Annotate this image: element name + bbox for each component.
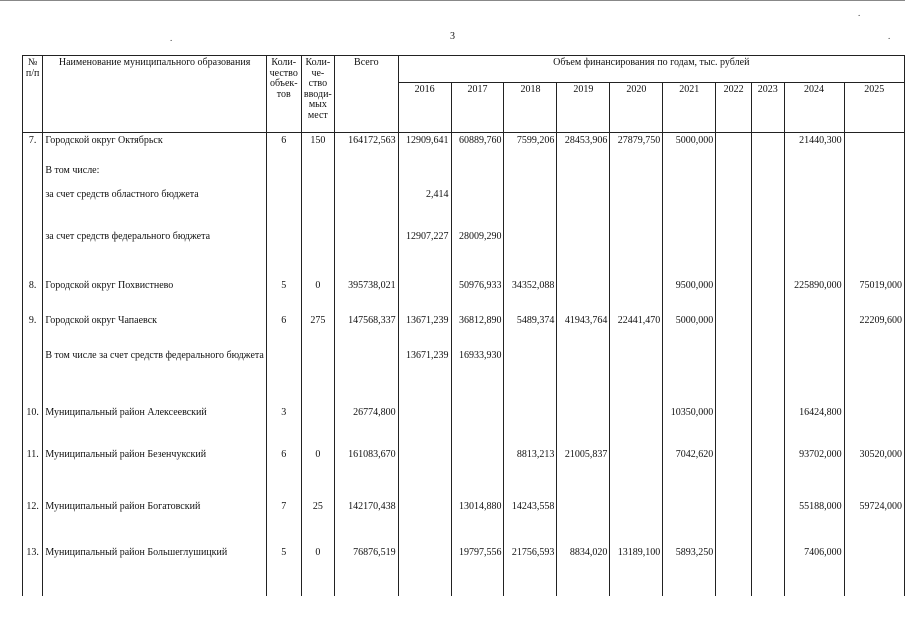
row-value: 13014,880 [451, 502, 504, 548]
header-num: № п/п [23, 56, 43, 133]
row-places: 0 [301, 450, 334, 502]
scan-speck: . [858, 8, 861, 18]
header-year: 2022 [716, 83, 752, 133]
row-value [610, 279, 663, 314]
row-value: 60889,760 [451, 133, 504, 167]
header-year: 2016 [398, 83, 451, 133]
row-objects [266, 166, 301, 190]
row-value [752, 232, 784, 279]
row-objects [266, 351, 301, 408]
row-value: 21756,593 [504, 548, 557, 596]
row-total [335, 190, 399, 232]
table-row [23, 133, 905, 167]
row-places: 150 [301, 133, 334, 167]
row-value: 7599,206 [504, 133, 557, 167]
row-value: 13189,100 [610, 548, 663, 596]
row-name: Городской округ Похвистнево [43, 279, 267, 314]
row-total: 164172,563 [335, 133, 399, 167]
row-objects: 6 [266, 314, 301, 351]
row-index: 11. [23, 450, 43, 502]
row-value: 28009,290 [451, 232, 504, 279]
row-value [716, 450, 752, 502]
row-total [335, 232, 399, 279]
row-index: 7. [23, 133, 43, 167]
row-places [301, 408, 334, 450]
table-row [23, 166, 905, 190]
row-value: 93702,000 [784, 450, 844, 502]
row-value: 8834,020 [557, 548, 610, 596]
row-objects [266, 190, 301, 232]
row-value: 27879,750 [610, 133, 663, 167]
row-value [716, 351, 752, 408]
row-total: 147568,337 [335, 314, 399, 351]
header-year: 2018 [504, 83, 557, 133]
row-objects: 3 [266, 408, 301, 450]
header-year: 2019 [557, 83, 610, 133]
row-total: 161083,670 [335, 450, 399, 502]
table-row [23, 232, 905, 279]
row-value: 10350,000 [663, 408, 716, 450]
row-name: Городской округ Октябрьск [43, 133, 267, 167]
row-total: 142170,438 [335, 502, 399, 548]
row-value [504, 190, 557, 232]
row-value [752, 502, 784, 548]
row-value: 21005,837 [557, 450, 610, 502]
row-value [557, 232, 610, 279]
row-value [663, 166, 716, 190]
row-value [610, 408, 663, 450]
row-index: 9. [23, 314, 43, 351]
row-name: В том числе за счет средств федерального бюджета [43, 351, 267, 408]
row-total: 26774,800 [335, 408, 399, 450]
scan-speck: . [170, 33, 173, 43]
funding-table [22, 55, 905, 596]
row-value: 5489,374 [504, 314, 557, 351]
row-value [610, 190, 663, 232]
row-value: 13671,239 [398, 351, 451, 408]
row-value: 16424,800 [784, 408, 844, 450]
row-total: 76876,519 [335, 548, 399, 596]
row-value [844, 190, 904, 232]
row-value [663, 502, 716, 548]
table-row [23, 351, 905, 408]
row-value [451, 166, 504, 190]
row-value: 5893,250 [663, 548, 716, 596]
row-value: 30520,000 [844, 450, 904, 502]
row-value: 36812,890 [451, 314, 504, 351]
row-value [557, 408, 610, 450]
table-header-row [23, 56, 905, 83]
row-objects: 5 [266, 548, 301, 596]
row-objects: 6 [266, 450, 301, 502]
row-value [398, 279, 451, 314]
row-value [716, 502, 752, 548]
row-value [504, 232, 557, 279]
row-value [716, 279, 752, 314]
row-value [844, 133, 904, 167]
row-value [716, 190, 752, 232]
row-index: 13. [23, 548, 43, 596]
row-value [784, 314, 844, 351]
row-total [335, 351, 399, 408]
row-value [663, 232, 716, 279]
header-objects: Коли-чество объек-тов [266, 56, 301, 133]
row-value [784, 351, 844, 408]
row-value [716, 166, 752, 190]
row-value [398, 548, 451, 596]
row-objects: 6 [266, 133, 301, 167]
row-objects: 7 [266, 502, 301, 548]
row-objects [266, 232, 301, 279]
row-value [752, 450, 784, 502]
row-value [451, 408, 504, 450]
row-value: 41943,764 [557, 314, 610, 351]
row-index: 12. [23, 502, 43, 548]
header-year: 2024 [784, 83, 844, 133]
row-index [23, 166, 43, 190]
row-value [716, 133, 752, 167]
row-value [844, 408, 904, 450]
header-year: 2021 [663, 83, 716, 133]
table-row [23, 502, 905, 548]
table-row [23, 548, 905, 596]
row-value: 8813,213 [504, 450, 557, 502]
table-row [23, 190, 905, 232]
row-value [557, 190, 610, 232]
row-value [716, 408, 752, 450]
row-value: 7406,000 [784, 548, 844, 596]
row-value: 28453,906 [557, 133, 610, 167]
row-value [504, 408, 557, 450]
row-index [23, 190, 43, 232]
row-value: 55188,000 [784, 502, 844, 548]
header-total: Всего [335, 56, 399, 133]
row-value: 75019,000 [844, 279, 904, 314]
row-value [752, 279, 784, 314]
row-name: Муниципальный район Безенчукский [43, 450, 267, 502]
row-places: 275 [301, 314, 334, 351]
row-total [335, 166, 399, 190]
row-value [752, 351, 784, 408]
row-value [784, 190, 844, 232]
row-places: 0 [301, 548, 334, 596]
row-value [752, 133, 784, 167]
row-places: 25 [301, 502, 334, 548]
header-year: 2017 [451, 83, 504, 133]
row-value [610, 502, 663, 548]
row-name: Городской округ Чапаевск [43, 314, 267, 351]
row-value: 21440,300 [784, 133, 844, 167]
row-value [451, 190, 504, 232]
row-value: 19797,556 [451, 548, 504, 596]
table-row [23, 450, 905, 502]
row-value [451, 450, 504, 502]
table-row [23, 314, 905, 351]
row-index: 8. [23, 279, 43, 314]
row-value [844, 166, 904, 190]
row-value [610, 232, 663, 279]
row-places [301, 166, 334, 190]
row-value [716, 232, 752, 279]
header-year: 2023 [752, 83, 784, 133]
row-name: Муниципальный район Большеглушицкий [43, 548, 267, 596]
row-value [752, 408, 784, 450]
row-index: 10. [23, 408, 43, 450]
row-value [557, 279, 610, 314]
row-name: за счет средств федерального бюджета [43, 232, 267, 279]
row-value [398, 166, 451, 190]
row-value [844, 351, 904, 408]
row-value: 14243,558 [504, 502, 557, 548]
row-value [844, 232, 904, 279]
row-value: 12907,227 [398, 232, 451, 279]
row-value [844, 548, 904, 596]
header-funding: Объем финансирования по годам, тыс. рублей [398, 56, 904, 83]
row-value [784, 232, 844, 279]
row-value: 12909,641 [398, 133, 451, 167]
page-top-border [0, 0, 905, 1]
row-value: 2,414 [398, 190, 451, 232]
row-places [301, 190, 334, 232]
page-number: 3 [450, 31, 455, 42]
row-value: 5000,000 [663, 133, 716, 167]
row-places [301, 351, 334, 408]
row-value [398, 502, 451, 548]
row-name: Муниципальный район Богатовский [43, 502, 267, 548]
row-value [663, 190, 716, 232]
row-value: 59724,000 [844, 502, 904, 548]
header-places: Коли-че-ство вводи-мых мест [301, 56, 334, 133]
row-value [610, 166, 663, 190]
row-value [557, 351, 610, 408]
row-value [716, 314, 752, 351]
row-value: 13671,239 [398, 314, 451, 351]
row-value [557, 166, 610, 190]
row-value [752, 314, 784, 351]
header-year: 2025 [844, 83, 904, 133]
row-value [752, 548, 784, 596]
header-year: 2020 [610, 83, 663, 133]
row-name: В том числе: [43, 166, 267, 190]
row-name: за счет средств областного бюджета [43, 190, 267, 232]
row-value: 16933,930 [451, 351, 504, 408]
row-value [398, 408, 451, 450]
row-total: 395738,021 [335, 279, 399, 314]
row-value: 34352,088 [504, 279, 557, 314]
table-row [23, 408, 905, 450]
row-value [610, 450, 663, 502]
row-name: Муниципальный район Алексеевский [43, 408, 267, 450]
row-value: 22441,470 [610, 314, 663, 351]
row-value [716, 548, 752, 596]
row-value: 22209,600 [844, 314, 904, 351]
row-value: 50976,933 [451, 279, 504, 314]
scan-speck: . [888, 31, 891, 41]
row-value: 7042,620 [663, 450, 716, 502]
row-index [23, 232, 43, 279]
row-places [301, 232, 334, 279]
row-value [504, 351, 557, 408]
row-value [752, 166, 784, 190]
row-value [610, 351, 663, 408]
row-value: 9500,000 [663, 279, 716, 314]
row-value: 5000,000 [663, 314, 716, 351]
row-value [557, 502, 610, 548]
row-value [504, 166, 557, 190]
row-value [784, 166, 844, 190]
row-places: 0 [301, 279, 334, 314]
row-value [398, 450, 451, 502]
table-row [23, 279, 905, 314]
row-value [663, 351, 716, 408]
header-name: Наименование муниципального образования [43, 56, 267, 133]
row-value: 225890,000 [784, 279, 844, 314]
row-value [752, 190, 784, 232]
row-index [23, 351, 43, 408]
row-objects: 5 [266, 279, 301, 314]
